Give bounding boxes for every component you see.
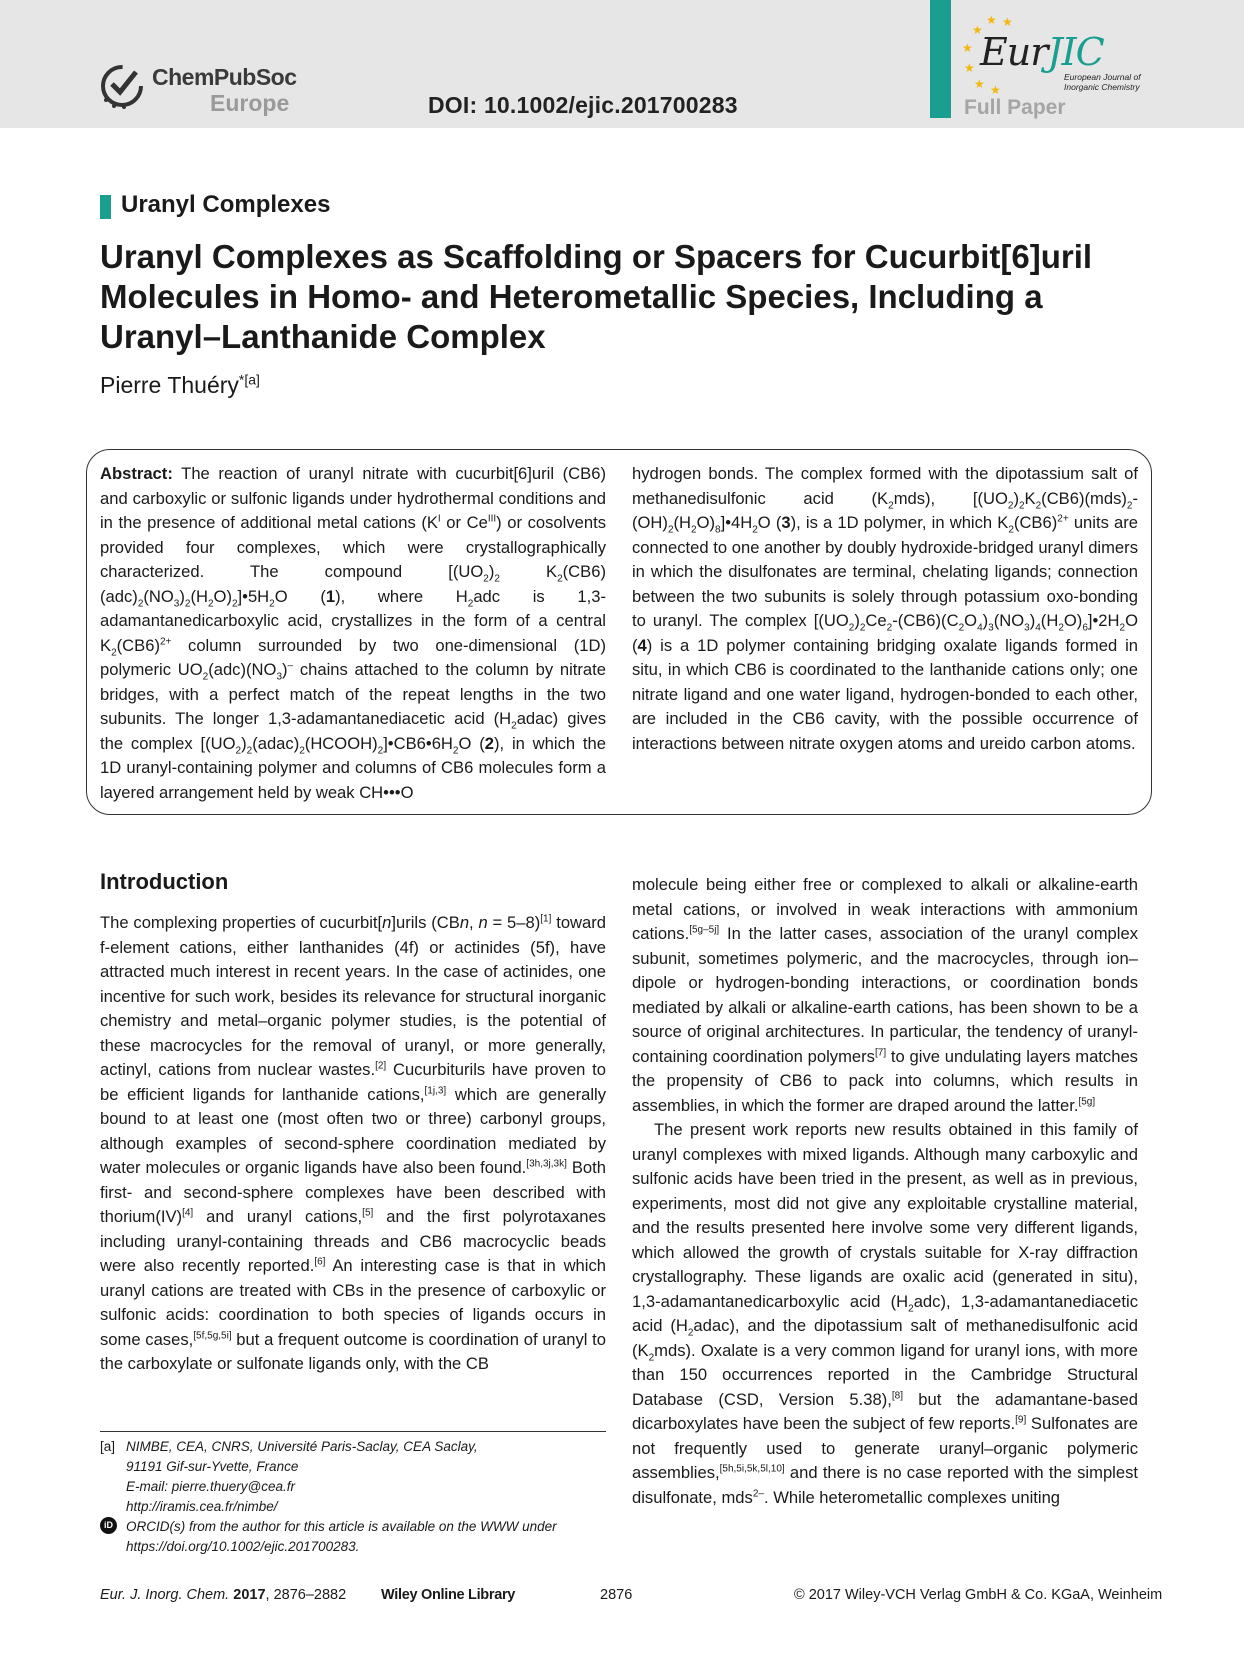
page-header xyxy=(0,0,1244,128)
author-name[interactable]: Pierre Thuéry xyxy=(100,372,239,398)
accent-bar xyxy=(930,0,951,118)
svg-text:★: ★ xyxy=(974,77,985,91)
orcid-icon[interactable]: iD xyxy=(100,1517,117,1534)
introduction-heading: Introduction xyxy=(100,869,229,894)
footnote-line: NIMBE, CEA, CNRS, Université Paris-Saclay, CEA Saclay, xyxy=(126,1439,478,1454)
body-column-left xyxy=(100,911,606,1377)
body-column-right xyxy=(632,873,1138,1510)
journal-logo-subtitle: European Journal of Inorganic Chemistry xyxy=(1064,72,1141,92)
svg-text:★: ★ xyxy=(990,83,1001,96)
eurjic-logo xyxy=(960,10,1150,96)
publisher-region: Europe xyxy=(210,90,290,116)
svg-text:★: ★ xyxy=(964,61,975,75)
author-mark: *[a] xyxy=(238,371,260,388)
copyright: © 2017 Wiley-VCH Verlag GmbH & Co. KGaA, Weinheim xyxy=(794,1587,1163,1603)
footnote-email[interactable]: E-mail: pierre.thuery@cea.fr xyxy=(126,1479,296,1494)
section-label: Uranyl Complexes xyxy=(121,191,331,218)
svg-text:★: ★ xyxy=(1002,15,1013,29)
abstract-column-right: hydrogen bonds. The complex formed with the dipotassium salt of methanedisulfonic acid $(K_2mds)$, $[(UO_2)_2K_2(CB6)(mds)_2-(OH)_2(H_2O)_8]•4H_2O$ (3), is a 1D polymer, in which $K_2(CB6)^{2+}$ units are connected to one another by doubly hydroxide-bridged uranyl dimers in which the disulfonates are terminal, chelating ligands; connection between the two subunits is solely through potassium oxo-bonding to uranyl. The complex $[(UO_2)_2Ce_2-(CB6)(C_2O_4)_3(NO_3)_4(H_2O)_6]•2H_2O$ (4) is a 1D polymer containing bridging oxalate ligands formed in situ, in which CB6 is coordinated to the lanthanide cations only; one nitrate ligand and one water ligand, hydrogen-bonded to each other, are included in the CB6 cavity, with the possible occurrence of interactions between nitrate oxygen atoms and ureido carbon atoms. xyxy=(632,464,1139,753)
article-type: Full Paper xyxy=(964,96,1066,119)
footer-citation: Eur. J. Inorg. Chem. 2017, 2876–2882 xyxy=(100,1587,347,1603)
article-title: Uranyl Complexes as Scaffolding or Spacers for Cucurbit[6]uril Molecules in Homo- and Heterometallic Species, Including a Uranyl–Lanthanide Complex xyxy=(100,238,1093,355)
wiley-online-library-link[interactable]: Wiley Online Library xyxy=(381,1587,516,1603)
affiliation-footnote xyxy=(100,1437,606,1557)
page-number: 2876 xyxy=(600,1587,633,1603)
journal-logo-text: EurJIC xyxy=(980,30,1104,74)
footnote-orcid-text[interactable]: ORCID(s) from the author for this article is available on the WWW under https://doi.org/10.1002/ejic.201700283. xyxy=(126,1519,557,1554)
footnote-rule xyxy=(100,1431,606,1432)
svg-text:★: ★ xyxy=(986,13,997,27)
svg-text:★: ★ xyxy=(972,23,983,37)
chempubsoc-logo xyxy=(98,58,297,118)
paragraph: molecule being either free or complexed to alkali or alkaline-earth metal cations, or involved in weak interactions with ammonium cations.[5g–5j] In the latter cases, association of the uranyl complex subunit, sometimes polymeric, and the macrocycles, through ion–dipole or hydrogen-bonding interactions, or coordination bonds mediated by alkali or alkaline-earth cations, has been shown to be a source of original architectures. In particular, the tendency of uranyl-containing coordination polymers[7] to give undulating layers matches the propensity of CB6 to pack into columns, which results in assemblies, in which the former are draped around the latter.[5g] xyxy=(632,875,1138,1115)
footnote-tag: [a] xyxy=(100,1439,116,1454)
abstract-column-left: Abstract: The reaction of uranyl nitrate with cucurbit[6]uril (CB6) and carboxylic or sulfonic ligands under hydrothermal conditions and in the presence of additional metal cations ($K^I$ or $Ce^{III}$) or cosolvents provided four complexes, which were crystallographically characterized. The compound [$(UO_2)_2$ $K_2(CB6)(adc)_2(NO_3)_2(H_2O)_2]•5H_2O$ (1), where $H_2adc$ is 1,3-adamantanedicarboxylic acid, crystallizes in the form of a central $K_2(CB6)^{2+}$ column surrounded by two one-dimensional (1D) polymeric $UO_2(adc)(NO_3)^-$ chains attached to the column by nitrate bridges, with a perfect match of the repeat lengths in the two subunits. The longer 1,3-adamantanediacetic acid $(H_2adac)$ gives the complex $[(UO_2)_2(adac)_2(HCOOH)_2]•CB6•6H_2O$ (2), in which the 1D uranyl-containing polymer and columns of CB6 molecules form a layered arrangement held by weak CH•••O xyxy=(100,464,607,802)
section-marker xyxy=(100,195,111,219)
author-line xyxy=(100,372,260,399)
abstract-label: Abstract: xyxy=(100,464,173,483)
chempubsoc-emblem-icon xyxy=(98,62,146,110)
publisher-name: ChemPubSoc xyxy=(152,64,297,90)
doi[interactable]: DOI: 10.1002/ejic.201700283 xyxy=(428,92,738,118)
footnote-url[interactable]: http://iramis.cea.fr/nimbe/ xyxy=(126,1499,278,1514)
footnote-line: 91191 Gif-sur-Yvette, France xyxy=(126,1459,299,1474)
paragraph: The present work reports new results obtained in this family of uranyl complexes with mixed ligands. Although many carboxylic and sulfonic acids have been tried in the present, as well as in previous, experiments, most did not give any exploitable crystalline material, and the results presented here involve some very different ligands, which allowed the growth of crystals suitable for X-ray diffraction crystallography. These ligands are oxalic acid (generated in situ), 1,3-adamantanedicarboxylic acid $(H_2adc)$, 1,3-adamantanediacetic acid $(H_2adac)$, and the dipotassium salt of methanedisulfonic acid $(K_2mds)$. Oxalate is a very common ligand for uranyl ions, with more than 150 occurrences reported in the Cambridge Structural Database (CSD, Version 5.38),[8] but the adamantane-based dicarboxylates have been the subject of few reports.[9] Sulfonates are not frequently used to generate uranyl–organic polymeric assemblies,[5h,5i,5k,5l,10] and there is no case reported with the simplest disulfonate, mds$^{2-}$. While heterometallic complexes uniting xyxy=(632,1120,1139,1507)
svg-text:★: ★ xyxy=(962,41,973,55)
paragraph: The complexing properties of cucurbit[n]urils (CBn, n = 5–8)[1] toward f-element cations, either lanthanides (4f) or actinides (5f), have attracted much interest in recent years. In the case of actinides, one incentive for such work, besides its relevance for structural inorganic chemistry and metal–organic polymer studies, is the potential of these macrocycles for the removal of uranyl, or more generally, actinyl, cations from nuclear wastes.[2] Cucurbiturils have proven to be efficient ligands for lanthanide cations,[1j,3] which are generally bound to at least one (most often two or three) carbonyl groups, although examples of second-sphere coordination mediated by water molecules or organic ligands have also been found.[3h,3j,3k] Both first- and second-sphere complexes have been described with thorium(IV)[4] and uranyl cations,[5] and the first polyrotaxanes including uranyl-containing threads and CB6 macrocyclic beads were also recently reported.[6] An interesting case is that in which uranyl cations are treated with CBs in the presence of carboxylic or sulfonic acids: coordination to both species of ligands occurs in some cases,[5f,5g,5i] but a frequent outcome is coordination of uranyl to the carboxylate or sulfonate ligands only, with the CB xyxy=(100,913,607,1373)
